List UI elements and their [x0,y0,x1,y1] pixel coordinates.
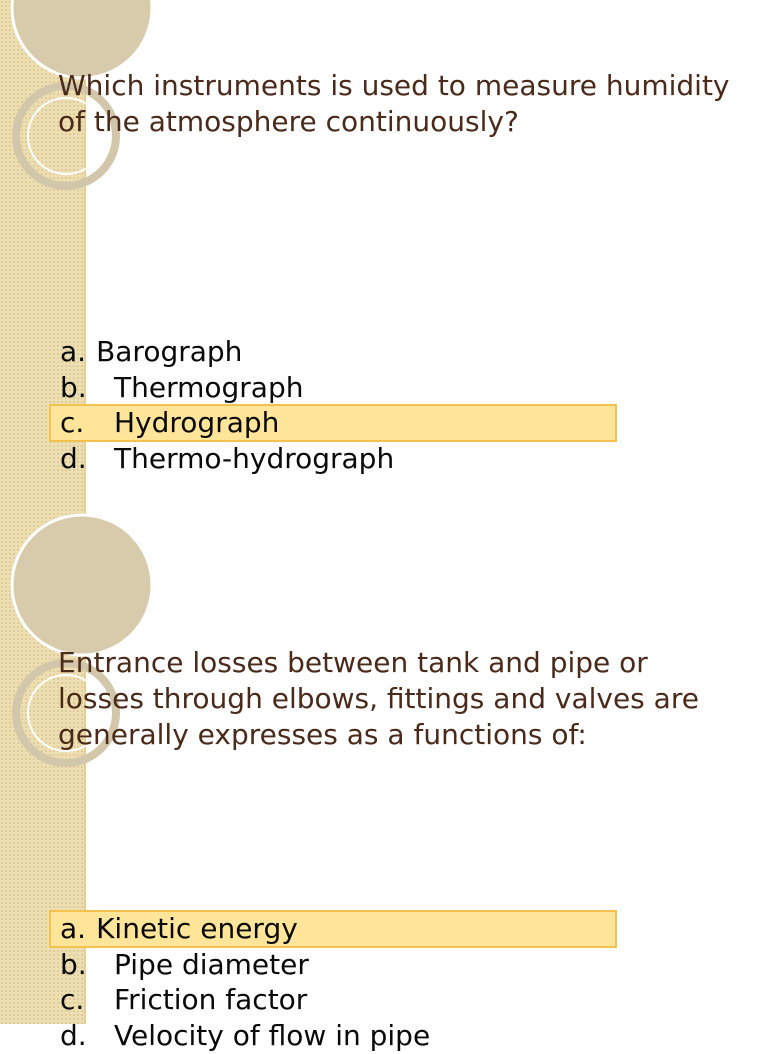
option-label: Friction factor [114,983,308,1017]
option-label: Hydrograph [114,406,280,440]
option-letter: b. [60,370,87,404]
question-text: Which instruments is used to measure humidity of the atmosphere continuously? [58,69,730,138]
option-label: Barograph [96,335,243,368]
option-d[interactable] [50,441,616,477]
option-c[interactable] [50,982,616,1018]
option-label: Pipe diameter [114,947,309,981]
option-d[interactable] [50,1018,616,1054]
option-letter: d. [60,1019,87,1053]
option-letter: d. [60,442,87,476]
option-letter: b. [60,947,87,981]
option-label: Kinetic energy [96,912,298,945]
option-letter: c. [60,406,85,440]
option-b[interactable] [50,947,616,983]
question-text: Entrance losses between tank and pipe or losses through elbows, fittings and valves are generally expresses as a functions of: [58,646,699,751]
option-letter: a. [60,335,87,368]
option-letter: a. [60,912,87,945]
option-label: Velocity of flow in pipe [114,1019,431,1053]
option-c-highlighted[interactable] [50,405,616,441]
option-letter: c. [60,983,85,1017]
option-label: Thermo-hydrograph [114,442,395,476]
answer-options [50,334,616,477]
option-a-highlighted[interactable] [50,911,616,947]
option-b[interactable] [50,370,616,406]
answer-options [50,911,616,1054]
option-a[interactable] [50,334,616,370]
slide-2 [0,577,768,1053]
option-label: Thermograph [114,370,304,404]
